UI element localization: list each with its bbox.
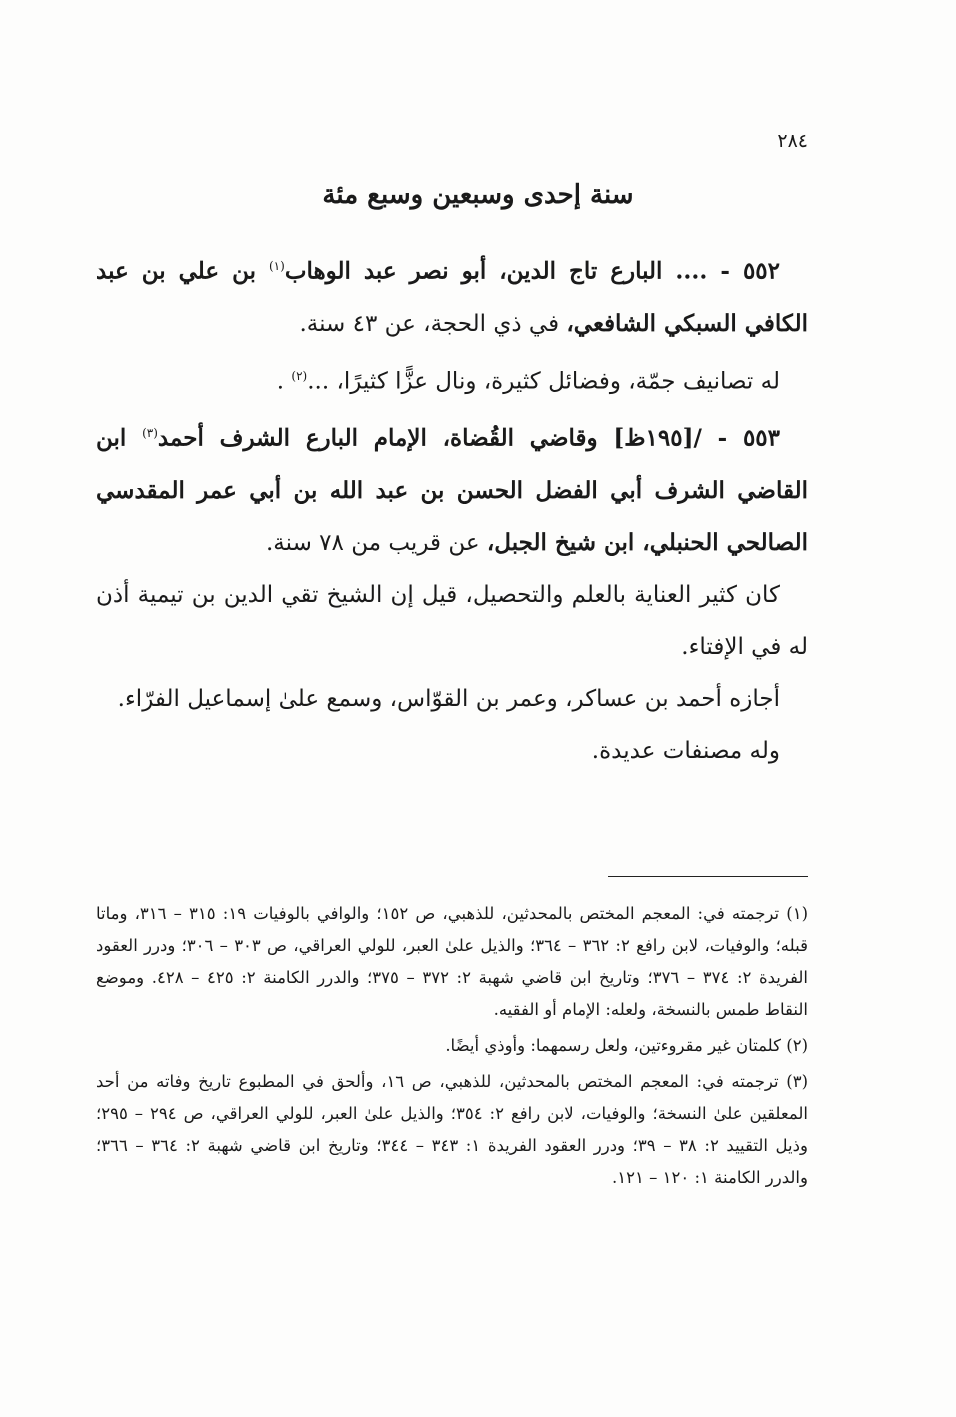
footnote-ref-3: (٣) bbox=[142, 426, 158, 441]
entry-552-text: له تصانيف جمّة، وفضائل كثيرة، ونال عزًّا كثيرًا، ... bbox=[307, 368, 780, 395]
page-number: ٢٨٤ bbox=[777, 130, 808, 152]
entry-552-death: في ذي الحجة، عن ٤٣ سنة. bbox=[299, 310, 567, 337]
footnote-1: (١) ترجمته في: المعجم المختص بالمحدثين، للذهبي، ص ١٥٢؛ والوافي بالوفيات ١٩: ٣١٥ – ٣١٦، وماتا قبله؛ والوفيات، لابن رافع ٢: ٣٦٢ – ٣٦٤؛ والذيل علىٰ العبر، للولي العراقي، ص ٣٠٣ – ٣٠٦؛ ودرر العقود الفريدة ٢: ٣٧٤ – ٣٧٦؛ وتاريخ ابن قاضي شهبة ٢: ٣٧٢ – ٣٧٥؛ والدرر الكامنة ٢: ٤٢٥ – ٤٢٨. وموضع النقاط طمس بالنسخة، ولعله: الإمام أو الفقيه. bbox=[96, 904, 809, 1019]
entry-553-heading: ٥٥٣ - /[١٩٥ظ] وقاضي القُضاة، الإمام البارع الشرف أحمد bbox=[157, 424, 780, 452]
footnote-ref-1: (١) bbox=[268, 259, 285, 273]
entry-552-heading: ٥٥٢ - .... البارع تاج الدين، أبو نصر عبد الوهاب bbox=[284, 257, 780, 285]
entry-552-text-end: . bbox=[276, 368, 292, 395]
footnote-divider bbox=[608, 876, 808, 877]
chapter-title: سنة إحدى وسبعين وسبع مئة bbox=[322, 180, 634, 210]
main-text bbox=[96, 240, 808, 777]
entry-553-heading-cont: ابن القاضي الشرف أبي الفضل الحسن بن عبد الله بن أبي عمر المقدسي الصالحي الحنبلي، ابن شيخ الجبل، bbox=[96, 424, 808, 556]
footnotes bbox=[96, 898, 808, 1198]
entry-553 bbox=[96, 407, 808, 569]
entry-552 bbox=[96, 240, 808, 350]
entry-552-heading-cont: بن علي بن عبد الكافي السبكي الشافعي، bbox=[96, 257, 808, 337]
entry-553-works: وله مصنفات عديدة. bbox=[591, 737, 780, 764]
entry-553-death: عن قريب من ٧٨ سنة. bbox=[266, 529, 487, 556]
footnote-3: (٣) ترجمته في: المعجم المختص بالمحدثين، للذهبي، ص ١٦، وألحق في المطبوع تاريخ وفاته من أحد المعلقين علىٰ النسخة؛ والوفيات، لابن رافع ٢: ٣٥٤؛ والذيل علىٰ العبر، للولي العراقي، ص ٢٩٤ – ٢٩٥؛ وذيل التقييد ٢: ٣٨ – ٣٩؛ ودرر العقود الفريدة ١: ٣٤٣ – ٣٤٤؛ وتاريخ ابن قاضي شهبة ٢: ٣٦٤ – ٣٦٦؛ والدرر الكامنة ١: ١٢٠ – ١٢١. bbox=[96, 1072, 809, 1187]
footnote-2: (٢) كلمتان غير مقروءتين، ولعل رسمهما: وأوذي أيضًا. bbox=[445, 1036, 808, 1055]
entry-553-paragraph: كان كثير العناية بالعلم والتحصيل، قيل إن الشيخ تقي الدين بن تيمية أذن له في الإفتاء. bbox=[96, 581, 808, 660]
entry-553-teachers: أجازه أحمد بن عساكر، وعمر بن القوّاس، وسمع علىٰ إسماعيل الفرّاء. bbox=[117, 685, 780, 712]
footnote-ref-2: (٢) bbox=[291, 368, 308, 383]
entry-552-paragraph bbox=[96, 350, 808, 408]
